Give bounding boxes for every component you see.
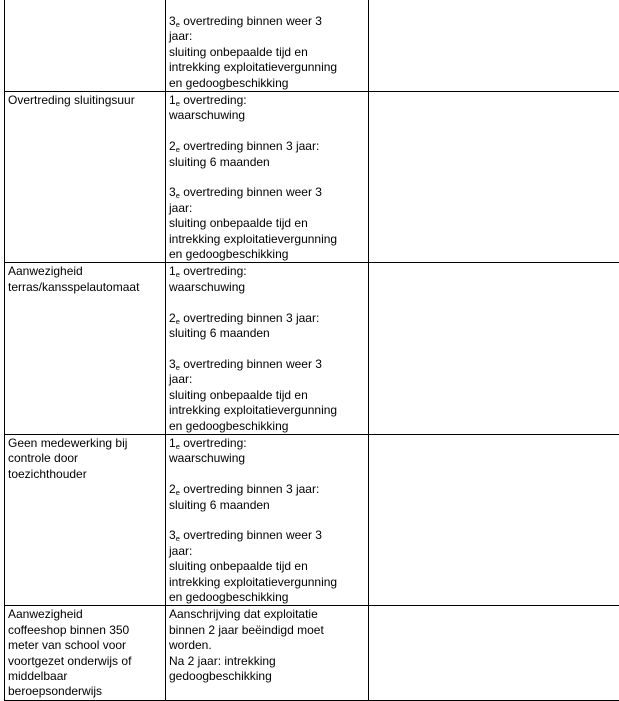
sanction-line: sluiting 6 maanden bbox=[169, 155, 365, 170]
violation-line: voortgezet onderwijs of bbox=[8, 654, 162, 669]
ordinal-number: 2 bbox=[169, 311, 176, 325]
sanction-line bbox=[169, 311, 365, 326]
violation-line: beroepsonderwijs bbox=[8, 684, 162, 699]
sanction-line: en gedoogbeschikking bbox=[169, 76, 365, 91]
sanction-line: waarschuwing bbox=[169, 108, 365, 123]
sanction-line: sluiting onbepaalde tijd en bbox=[169, 388, 365, 403]
sanction-line: waarschuwing bbox=[169, 451, 365, 466]
sanction-line: en gedoogbeschikking bbox=[169, 247, 365, 262]
sanction-text: overtreding: bbox=[183, 264, 246, 278]
sanction-text: overtreding binnen weer 3 bbox=[183, 185, 322, 199]
violation-line: Aanwezigheid bbox=[8, 607, 162, 622]
violation-cell bbox=[5, 0, 166, 92]
violation-line: meter van school voor bbox=[8, 638, 162, 653]
sanction-line: intrekking exploitatievergunning bbox=[169, 575, 365, 590]
violation-line: Overtreding sluitingsuur bbox=[8, 93, 162, 108]
ordinal-suffix: e bbox=[176, 488, 180, 497]
remark-cell bbox=[369, 606, 619, 700]
ordinal-number: 1 bbox=[169, 436, 176, 450]
violation-line: terras/kansspelautomaat bbox=[8, 280, 162, 295]
ordinal-number: 1 bbox=[169, 264, 176, 278]
ordinal-number: 3 bbox=[169, 357, 176, 371]
ordinal-number: 1 bbox=[169, 93, 176, 107]
sanction-line: binnen 2 jaar beëindigd moet bbox=[169, 623, 365, 638]
sanction-paragraph bbox=[169, 14, 365, 91]
sanction-cell bbox=[166, 606, 369, 700]
sanction-line: jaar: bbox=[169, 544, 365, 559]
ordinal-suffix: e bbox=[176, 317, 180, 326]
violation-line: Geen medewerking bij bbox=[8, 436, 162, 451]
sanction-cell bbox=[166, 434, 369, 605]
table-row bbox=[5, 263, 619, 434]
violation-line: controle door bbox=[8, 451, 162, 466]
table-body bbox=[5, 0, 619, 700]
sanction-line: Aanschrijving dat exploitatie bbox=[169, 607, 365, 622]
table-row bbox=[5, 92, 619, 263]
sanction-line: en gedoogbeschikking bbox=[169, 590, 365, 605]
violation-line: middelbaar bbox=[8, 669, 162, 684]
violation-line: Aanwezigheid bbox=[8, 264, 162, 279]
ordinal-number: 3 bbox=[169, 185, 176, 199]
sanction-cell bbox=[166, 263, 369, 434]
remark-cell bbox=[369, 434, 619, 605]
sanction-paragraph bbox=[169, 482, 365, 513]
sanction-line bbox=[169, 93, 365, 108]
ordinal-suffix: e bbox=[176, 442, 180, 451]
sanction-line: sluiting 6 maanden bbox=[169, 326, 365, 341]
sanction-line bbox=[169, 185, 365, 200]
remark-cell bbox=[369, 0, 619, 92]
violation-cell bbox=[5, 92, 166, 263]
sanction-paragraph bbox=[169, 357, 365, 434]
sanction-line: sluiting onbepaalde tijd en bbox=[169, 45, 365, 60]
sanction-line: intrekking exploitatievergunning bbox=[169, 60, 365, 75]
sanction-line: Na 2 jaar: intrekking bbox=[169, 654, 365, 669]
sanction-line: gedoogbeschikking bbox=[169, 669, 365, 684]
sanction-line: worden. bbox=[169, 638, 365, 653]
sanction-text: overtreding binnen weer 3 bbox=[183, 357, 322, 371]
sanction-line bbox=[169, 139, 365, 154]
ordinal-suffix: e bbox=[176, 145, 180, 154]
ordinal-number: 2 bbox=[169, 482, 176, 496]
ordinal-suffix: e bbox=[176, 363, 180, 372]
ordinal-suffix: e bbox=[176, 270, 180, 279]
sanction-line bbox=[169, 357, 365, 372]
sanction-line: sluiting 6 maanden bbox=[169, 498, 365, 513]
sanction-cell bbox=[166, 92, 369, 263]
sanction-paragraph bbox=[169, 528, 365, 605]
sanction-line bbox=[169, 482, 365, 497]
sanction-text: overtreding binnen 3 jaar: bbox=[183, 311, 319, 325]
violation-line: coffeeshop binnen 350 bbox=[8, 623, 162, 638]
sanction-line bbox=[169, 528, 365, 543]
sanction-line bbox=[169, 436, 365, 451]
sanction-paragraph bbox=[169, 93, 365, 124]
sanction-line: jaar: bbox=[169, 201, 365, 216]
sanction-line: jaar: bbox=[169, 372, 365, 387]
sanction-line: intrekking exploitatievergunning bbox=[169, 232, 365, 247]
sanctions-table bbox=[4, 0, 619, 701]
table-row bbox=[5, 606, 619, 700]
table-row bbox=[5, 0, 619, 92]
ordinal-suffix: e bbox=[176, 99, 180, 108]
sanction-paragraph bbox=[169, 185, 365, 262]
sanction-text: overtreding binnen weer 3 bbox=[183, 528, 322, 542]
sanction-line: intrekking exploitatievergunning bbox=[169, 403, 365, 418]
violation-cell bbox=[5, 434, 166, 605]
sanction-line bbox=[169, 14, 365, 29]
sanction-paragraph bbox=[169, 311, 365, 342]
violation-cell bbox=[5, 606, 166, 700]
sanction-line: sluiting onbepaalde tijd en bbox=[169, 216, 365, 231]
sanction-text: overtreding binnen 3 jaar: bbox=[183, 139, 319, 153]
sanction-line: waarschuwing bbox=[169, 280, 365, 295]
violation-cell bbox=[5, 263, 166, 434]
sanction-cell bbox=[166, 0, 369, 92]
remark-cell bbox=[369, 263, 619, 434]
sanction-line: sluiting onbepaalde tijd en bbox=[169, 559, 365, 574]
table-row bbox=[5, 434, 619, 605]
ordinal-number: 2 bbox=[169, 139, 176, 153]
remark-cell bbox=[369, 92, 619, 263]
sanction-line bbox=[169, 264, 365, 279]
sanction-text: overtreding binnen weer 3 bbox=[183, 14, 322, 28]
ordinal-suffix: e bbox=[176, 534, 180, 543]
sanction-paragraph bbox=[169, 264, 365, 295]
ordinal-number: 3 bbox=[169, 14, 176, 28]
sanction-line: en gedoogbeschikking bbox=[169, 419, 365, 434]
sanction-text: overtreding binnen 3 jaar: bbox=[183, 482, 319, 496]
ordinal-number: 3 bbox=[169, 528, 176, 542]
sanction-paragraph bbox=[169, 436, 365, 467]
ordinal-suffix: e bbox=[176, 191, 180, 200]
violation-line: toezichthouder bbox=[8, 467, 162, 482]
sanction-line: jaar: bbox=[169, 29, 365, 44]
sanction-text: overtreding: bbox=[183, 93, 246, 107]
sanction-paragraph bbox=[169, 139, 365, 170]
ordinal-suffix: e bbox=[176, 20, 180, 29]
sanction-text: overtreding: bbox=[183, 436, 246, 450]
